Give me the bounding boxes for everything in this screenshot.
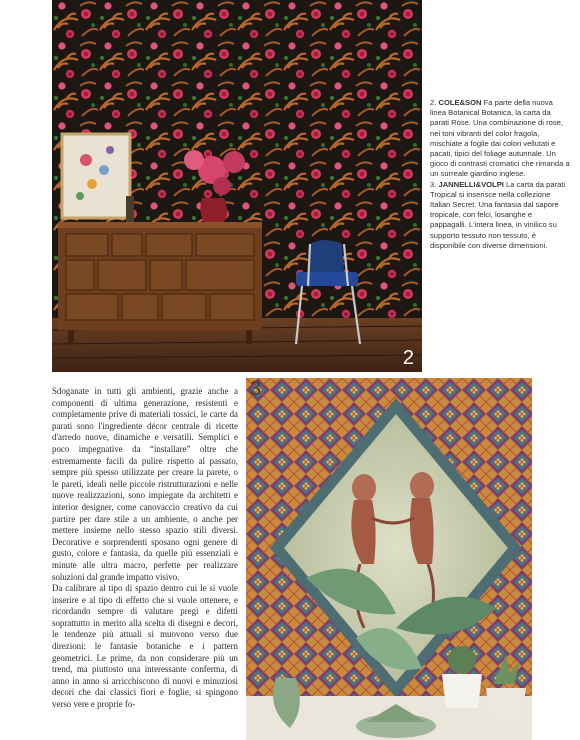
- caption-text: Fa parte della nuova linea Botanical Botanica, la carta da parati Rose. Una combinazione di rose, nei toni vibranti del color fragola, mischiate a foglie dai colori vellutati e pacati, tipici del foliage autunnale. Un gioco di contrasti cromatici che rimanda a un surreale giardino inglese.: [430, 98, 570, 179]
- caption-text: La carta da parati Tropical si inserisce nella collezione Italian Secret. Una fantasia dal sapore tropicale, con felci, losanghe e pappagalli. L'intera linea, in vinilico su supporto tessuto non tessuto, è disponibile con diverse dimensioni.: [430, 179, 566, 250]
- rose-wallpaper-illustration: [52, 0, 422, 372]
- caption-number: 2.: [430, 98, 437, 107]
- body-paragraph: Sdoganate in tutti gli ambienti, grazie anche a componenti di ultima generazione, resistenti e completamente prive di materiali tossici, le carte da parati sono l'ingrediente décor centrale di ricette d'arredo nuove, dinamiche e versatili. Semplici e poco impegnative da “installare” oltre che estremamente facili da pulire rispetto al passato, sempre più spesso utilizzate per creare la parete, o le pareti, ideali nelle piccole ristrutturazioni e nelle nuove realizzazioni, sono impiegate da architetti e interior designer, come canovaccio creativo da cui partire per dare stile a un ambiente, o anche per mettere insieme nello stesso spazio stili diversi. Decorative e sorprendenti sposano ogni genere di gusto, colore e fantasia, da quelle più essenziali e minute alle ultra macro, perfette per realizzare soluzioni dal grande impatto visivo.: [52, 386, 238, 582]
- article-body: [52, 386, 238, 711]
- photo-number: 3: [250, 378, 262, 400]
- tropical-wallpaper-illustration: [246, 378, 532, 740]
- photo-rose-wallpaper: [52, 0, 422, 372]
- photo-tropical-wallpaper: [246, 378, 532, 740]
- caption-item-2: [430, 98, 570, 180]
- body-paragraph: Da calibrare al tipo di spazio dentro cui le si vuole inserire e al tipo di effetto che si vuole ottenere, e ricordando sempre di valutare pregi e difetti soprattutto in merito alla scelta di disegni e decori, le tendenze più attuali si muovono verso due direzioni: le fantasie botaniche e i pattern geometrici. Le prime, da non considerare più un trend, ma piuttosto una interessante conferma, di anno in anno si arricchiscono di nuovi e minuziosi decori che dai classici fiori e foglie, si spingono verso vere e proprie fo-: [52, 583, 238, 710]
- caption-brand: JANNELLI&VOLPI: [438, 179, 504, 189]
- caption-item-3: [430, 180, 570, 251]
- photo-caption: [430, 98, 570, 251]
- photo-number: 2: [402, 347, 414, 369]
- caption-brand: COLE&SON: [438, 98, 482, 107]
- caption-number: 3.: [430, 179, 437, 189]
